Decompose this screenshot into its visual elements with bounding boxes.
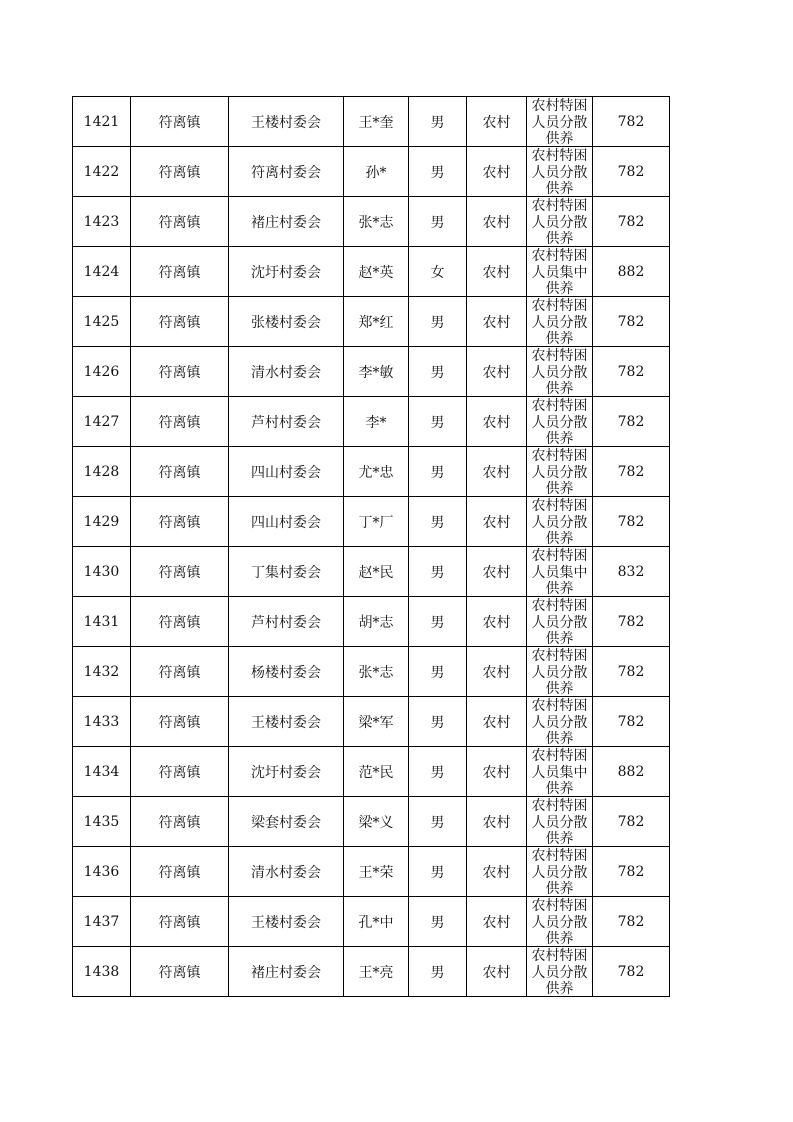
- cell-town: 符离镇: [131, 597, 229, 647]
- cell-support-type: [527, 397, 593, 447]
- cell-town: 符离镇: [131, 347, 229, 397]
- cell-village-committee: 杨楼村委会: [229, 647, 344, 697]
- support-type-text: 农村特困人员分散供养: [531, 648, 588, 696]
- cell-amount: 882: [593, 747, 670, 797]
- cell-area-type: 农村: [467, 847, 527, 897]
- cell-person-name: 张*志: [344, 647, 409, 697]
- cell-town: 符离镇: [131, 797, 229, 847]
- cell-amount: 782: [593, 947, 670, 997]
- cell-support-type: [527, 647, 593, 697]
- cell-serial-number: 1433: [73, 697, 131, 747]
- cell-area-type: 农村: [467, 347, 527, 397]
- cell-person-name: 丁*厂: [344, 497, 409, 547]
- cell-support-type: [527, 847, 593, 897]
- cell-gender: 女: [409, 247, 467, 297]
- cell-village-committee: 芦村村委会: [229, 597, 344, 647]
- table-row: [73, 397, 670, 447]
- cell-person-name: 孔*中: [344, 897, 409, 947]
- cell-amount: 782: [593, 147, 670, 197]
- cell-gender: 男: [409, 947, 467, 997]
- cell-village-committee: 张楼村委会: [229, 297, 344, 347]
- cell-serial-number: 1432: [73, 647, 131, 697]
- support-type-text: 农村特困人员集中供养: [531, 748, 588, 796]
- cell-support-type: [527, 597, 593, 647]
- support-type-text: 农村特困人员分散供养: [531, 498, 588, 546]
- cell-town: 符离镇: [131, 397, 229, 447]
- table-row: [73, 597, 670, 647]
- cell-serial-number: 1425: [73, 297, 131, 347]
- cell-person-name: 王*奎: [344, 97, 409, 147]
- cell-area-type: 农村: [467, 747, 527, 797]
- cell-village-committee: 褚庄村委会: [229, 947, 344, 997]
- cell-town: 符离镇: [131, 97, 229, 147]
- cell-serial-number: 1422: [73, 147, 131, 197]
- cell-gender: 男: [409, 197, 467, 247]
- cell-gender: 男: [409, 647, 467, 697]
- cell-person-name: 尤*忠: [344, 447, 409, 497]
- cell-amount: 782: [593, 647, 670, 697]
- cell-village-committee: 四山村委会: [229, 497, 344, 547]
- cell-support-type: [527, 697, 593, 747]
- support-type-text: 农村特困人员分散供养: [531, 798, 588, 846]
- cell-person-name: 梁*义: [344, 797, 409, 847]
- cell-gender: 男: [409, 447, 467, 497]
- cell-serial-number: 1427: [73, 397, 131, 447]
- cell-amount: 782: [593, 847, 670, 897]
- cell-village-committee: 四山村委会: [229, 447, 344, 497]
- cell-serial-number: 1436: [73, 847, 131, 897]
- cell-town: 符离镇: [131, 647, 229, 697]
- cell-person-name: 赵*民: [344, 547, 409, 597]
- cell-serial-number: 1431: [73, 597, 131, 647]
- cell-support-type: [527, 197, 593, 247]
- cell-town: 符离镇: [131, 847, 229, 897]
- support-type-text: 农村特困人员分散供养: [531, 598, 588, 646]
- beneficiary-table-container: [72, 96, 670, 997]
- cell-village-committee: 褚庄村委会: [229, 197, 344, 247]
- cell-support-type: [527, 147, 593, 197]
- cell-amount: 782: [593, 797, 670, 847]
- support-type-text: 农村特困人员分散供养: [531, 348, 588, 396]
- cell-person-name: 胡*志: [344, 597, 409, 647]
- support-type-text: 农村特困人员集中供养: [531, 548, 588, 596]
- cell-amount: 782: [593, 597, 670, 647]
- cell-serial-number: 1430: [73, 547, 131, 597]
- cell-town: 符离镇: [131, 247, 229, 297]
- cell-support-type: [527, 447, 593, 497]
- cell-gender: 男: [409, 297, 467, 347]
- cell-serial-number: 1428: [73, 447, 131, 497]
- table-row: [73, 297, 670, 347]
- cell-area-type: 农村: [467, 947, 527, 997]
- cell-person-name: 王*亮: [344, 947, 409, 997]
- cell-amount: 782: [593, 497, 670, 547]
- table-row: [73, 797, 670, 847]
- cell-support-type: [527, 247, 593, 297]
- cell-town: 符离镇: [131, 197, 229, 247]
- table-row: [73, 147, 670, 197]
- cell-person-name: 赵*英: [344, 247, 409, 297]
- cell-town: 符离镇: [131, 747, 229, 797]
- support-type-text: 农村特困人员分散供养: [531, 948, 588, 996]
- cell-town: 符离镇: [131, 297, 229, 347]
- table-row: [73, 747, 670, 797]
- cell-serial-number: 1429: [73, 497, 131, 547]
- cell-gender: 男: [409, 897, 467, 947]
- cell-amount: 782: [593, 447, 670, 497]
- cell-town: 符离镇: [131, 547, 229, 597]
- table-row: [73, 347, 670, 397]
- cell-area-type: 农村: [467, 447, 527, 497]
- cell-serial-number: 1424: [73, 247, 131, 297]
- support-type-text: 农村特困人员集中供养: [531, 248, 588, 296]
- table-row: [73, 97, 670, 147]
- cell-person-name: 梁*军: [344, 697, 409, 747]
- cell-village-committee: 王楼村委会: [229, 97, 344, 147]
- cell-town: 符离镇: [131, 497, 229, 547]
- cell-person-name: 郑*红: [344, 297, 409, 347]
- table-row: [73, 697, 670, 747]
- beneficiary-table: [72, 96, 670, 997]
- cell-area-type: 农村: [467, 247, 527, 297]
- cell-gender: 男: [409, 847, 467, 897]
- cell-town: 符离镇: [131, 147, 229, 197]
- cell-area-type: 农村: [467, 647, 527, 697]
- table-row: [73, 847, 670, 897]
- cell-gender: 男: [409, 547, 467, 597]
- support-type-text: 农村特困人员分散供养: [531, 698, 588, 746]
- cell-gender: 男: [409, 747, 467, 797]
- cell-support-type: [527, 797, 593, 847]
- cell-person-name: 范*民: [344, 747, 409, 797]
- cell-area-type: 农村: [467, 797, 527, 847]
- cell-person-name: 孙*: [344, 147, 409, 197]
- cell-area-type: 农村: [467, 697, 527, 747]
- table-row: [73, 197, 670, 247]
- cell-person-name: 李*敏: [344, 347, 409, 397]
- cell-area-type: 农村: [467, 197, 527, 247]
- support-type-text: 农村特困人员分散供养: [531, 298, 588, 346]
- cell-gender: 男: [409, 397, 467, 447]
- cell-serial-number: 1434: [73, 747, 131, 797]
- cell-village-committee: 符离村委会: [229, 147, 344, 197]
- cell-town: 符离镇: [131, 447, 229, 497]
- table-row: [73, 547, 670, 597]
- table-row: [73, 497, 670, 547]
- cell-support-type: [527, 897, 593, 947]
- cell-town: 符离镇: [131, 897, 229, 947]
- support-type-text: 农村特困人员分散供养: [531, 98, 588, 146]
- cell-support-type: [527, 97, 593, 147]
- cell-amount: 882: [593, 247, 670, 297]
- cell-amount: 782: [593, 347, 670, 397]
- cell-amount: 782: [593, 697, 670, 747]
- cell-support-type: [527, 747, 593, 797]
- support-type-text: 农村特困人员分散供养: [531, 898, 588, 946]
- cell-gender: 男: [409, 797, 467, 847]
- cell-amount: 782: [593, 897, 670, 947]
- cell-amount: 832: [593, 547, 670, 597]
- cell-area-type: 农村: [467, 397, 527, 447]
- cell-village-committee: 芦村村委会: [229, 397, 344, 447]
- cell-support-type: [527, 497, 593, 547]
- cell-village-committee: 王楼村委会: [229, 897, 344, 947]
- cell-amount: 782: [593, 297, 670, 347]
- support-type-text: 农村特困人员分散供养: [531, 848, 588, 896]
- cell-gender: 男: [409, 97, 467, 147]
- cell-gender: 男: [409, 347, 467, 397]
- cell-village-committee: 沈圩村委会: [229, 747, 344, 797]
- support-type-text: 农村特困人员分散供养: [531, 398, 588, 446]
- table-row: [73, 647, 670, 697]
- cell-serial-number: 1423: [73, 197, 131, 247]
- cell-support-type: [527, 297, 593, 347]
- cell-gender: 男: [409, 497, 467, 547]
- table-row: [73, 247, 670, 297]
- cell-area-type: 农村: [467, 547, 527, 597]
- cell-area-type: 农村: [467, 597, 527, 647]
- cell-amount: 782: [593, 397, 670, 447]
- cell-area-type: 农村: [467, 897, 527, 947]
- cell-serial-number: 1421: [73, 97, 131, 147]
- cell-serial-number: 1435: [73, 797, 131, 847]
- cell-serial-number: 1438: [73, 947, 131, 997]
- cell-village-committee: 沈圩村委会: [229, 247, 344, 297]
- table-row: [73, 897, 670, 947]
- cell-area-type: 农村: [467, 497, 527, 547]
- cell-area-type: 农村: [467, 147, 527, 197]
- cell-person-name: 李*: [344, 397, 409, 447]
- cell-support-type: [527, 347, 593, 397]
- cell-village-committee: 清水村委会: [229, 347, 344, 397]
- cell-town: 符离镇: [131, 697, 229, 747]
- table-row: [73, 447, 670, 497]
- cell-village-committee: 丁集村委会: [229, 547, 344, 597]
- cell-amount: 782: [593, 97, 670, 147]
- cell-area-type: 农村: [467, 297, 527, 347]
- table-row: [73, 947, 670, 997]
- cell-amount: 782: [593, 197, 670, 247]
- cell-village-committee: 王楼村委会: [229, 697, 344, 747]
- cell-gender: 男: [409, 147, 467, 197]
- cell-serial-number: 1437: [73, 897, 131, 947]
- cell-person-name: 王*荣: [344, 847, 409, 897]
- cell-village-committee: 清水村委会: [229, 847, 344, 897]
- cell-town: 符离镇: [131, 947, 229, 997]
- support-type-text: 农村特困人员分散供养: [531, 148, 588, 196]
- cell-support-type: [527, 947, 593, 997]
- table-body: [73, 97, 670, 997]
- support-type-text: 农村特困人员分散供养: [531, 198, 588, 246]
- cell-person-name: 张*志: [344, 197, 409, 247]
- cell-area-type: 农村: [467, 97, 527, 147]
- cell-village-committee: 梁套村委会: [229, 797, 344, 847]
- cell-support-type: [527, 547, 593, 597]
- cell-gender: 男: [409, 697, 467, 747]
- cell-serial-number: 1426: [73, 347, 131, 397]
- cell-gender: 男: [409, 597, 467, 647]
- support-type-text: 农村特困人员分散供养: [531, 448, 588, 496]
